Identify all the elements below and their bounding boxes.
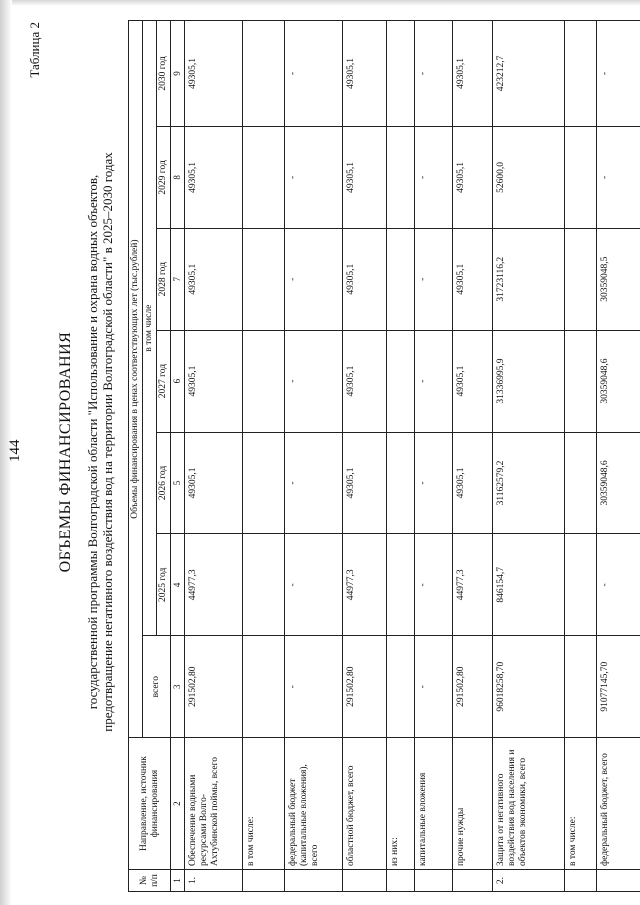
- row-2026: [565, 432, 597, 534]
- page-number: 144: [7, 439, 23, 462]
- row-2029: -: [597, 126, 640, 228]
- row-2026: 31162579,2: [493, 432, 565, 534]
- table-row: [597, 21, 640, 892]
- table-row: [415, 21, 453, 892]
- row-2025: 44977,3: [185, 534, 243, 636]
- row-2030: -: [415, 21, 453, 127]
- row-name: из них:: [387, 738, 415, 870]
- scan-top-edge: [0, 0, 640, 6]
- row-2027: 31336995,9: [493, 330, 565, 432]
- row-2027: 30359048,6: [597, 330, 640, 432]
- table-body: [185, 21, 640, 892]
- row-2028: 49305,1: [453, 228, 493, 330]
- row-name: капитальные вложения: [415, 738, 453, 870]
- row-2029: [565, 126, 597, 228]
- column-number: 2: [171, 738, 185, 870]
- row-2025: -: [285, 534, 343, 636]
- row-2025: 44977,3: [343, 534, 387, 636]
- row-2028: -: [285, 228, 343, 330]
- header-year: 2030 год: [157, 21, 171, 127]
- row-2025: -: [597, 534, 640, 636]
- row-2027: -: [415, 330, 453, 432]
- row-name: федеральный бюджет (капитальные вложения), всего: [285, 738, 343, 870]
- row-2026: -: [415, 432, 453, 534]
- row-2030: 49305,1: [343, 21, 387, 127]
- row-2030: [387, 21, 415, 127]
- row-2027: 49305,1: [343, 330, 387, 432]
- row-2028: [565, 228, 597, 330]
- row-num: [565, 870, 597, 892]
- row-2026: 49305,1: [185, 432, 243, 534]
- row-2025: 44977,3: [453, 534, 493, 636]
- subtitle-line-2: предотвращение негативного воздействия вод на территории Волгоградской области" в 2025–2030 годах: [100, 152, 115, 732]
- row-name: федеральный бюджет, всего: [597, 738, 640, 870]
- row-2026: 49305,1: [343, 432, 387, 534]
- row-num: [387, 870, 415, 892]
- row-num: 2.: [493, 870, 565, 892]
- header-year: 2028 год: [157, 228, 171, 330]
- row-name: прочие нужды: [453, 738, 493, 870]
- row-name: Защита от негативного воздействия вод населения и объектов экономики, всего: [493, 738, 565, 870]
- row-2025: 846154,7: [493, 534, 565, 636]
- table-row: [343, 21, 387, 892]
- row-num: [285, 870, 343, 892]
- table-row: [243, 21, 285, 892]
- row-2028: -: [415, 228, 453, 330]
- table-row: [565, 21, 597, 892]
- row-2030: 49305,1: [185, 21, 243, 127]
- column-number: 6: [171, 330, 185, 432]
- row-2026: -: [285, 432, 343, 534]
- row-2029: -: [415, 126, 453, 228]
- column-number: 7: [171, 228, 185, 330]
- row-2028: 49305,1: [185, 228, 243, 330]
- column-number: 3: [171, 636, 185, 738]
- table-row: [493, 21, 565, 892]
- table-row: [387, 21, 415, 892]
- header-funding: Объемы финансирования в ценах соответствующих лет (тыс.рублей): [129, 21, 143, 738]
- row-2027: 49305,1: [185, 330, 243, 432]
- row-name: областной бюджет, всего: [343, 738, 387, 870]
- row-name: в том числе:: [243, 738, 285, 870]
- row-total: 291502,80: [453, 636, 493, 738]
- header-incl: в том числе: [143, 21, 157, 636]
- row-2030: 423212,7: [493, 21, 565, 127]
- row-2025: [565, 534, 597, 636]
- table-label: Таблица 2: [27, 22, 42, 78]
- row-2025: -: [415, 534, 453, 636]
- row-total: [243, 636, 285, 738]
- header-year: 2029 год: [157, 126, 171, 228]
- row-num: [343, 870, 387, 892]
- column-number: 9: [171, 21, 185, 127]
- row-total: 291502,80: [185, 636, 243, 738]
- row-2029: 52600,0: [493, 126, 565, 228]
- row-name: в том числе:: [565, 738, 597, 870]
- table-row: [453, 21, 493, 892]
- row-2028: 30359048,5: [597, 228, 640, 330]
- row-2026: 49305,1: [453, 432, 493, 534]
- row-total: 91077145,70: [597, 636, 640, 738]
- row-2030: -: [285, 21, 343, 127]
- row-2027: -: [285, 330, 343, 432]
- document-page: [5, 12, 635, 892]
- column-number: 1: [171, 870, 185, 892]
- row-2029: 49305,1: [185, 126, 243, 228]
- funding-table: [128, 20, 640, 892]
- row-2029: 49305,1: [453, 126, 493, 228]
- row-2030: [565, 21, 597, 127]
- table-row: [285, 21, 343, 892]
- document-subtitle: [85, 52, 115, 832]
- column-number: 4: [171, 534, 185, 636]
- row-num: [597, 870, 640, 892]
- subtitle-line-1: государственной программы Волгоградской области "Использование и охрана водных объектов,: [85, 174, 100, 710]
- row-name: Обеспечение водными ресурсами Волго-Ахтубинской поймы, всего: [185, 738, 243, 870]
- header-year: 2025 год: [157, 534, 171, 636]
- header-direction: Направление, источник финансирования: [129, 738, 171, 870]
- row-num: [453, 870, 493, 892]
- row-total: [565, 636, 597, 738]
- row-2026: 30359048,6: [597, 432, 640, 534]
- row-2028: [243, 228, 285, 330]
- row-2029: [243, 126, 285, 228]
- row-2027: [387, 330, 415, 432]
- row-2030: [243, 21, 285, 127]
- row-2028: 31723116,2: [493, 228, 565, 330]
- row-num: 1.: [185, 870, 243, 892]
- document-title: ОБЪЕМЫ ФИНАНСИРОВАНИЯ: [57, 331, 74, 573]
- column-number: 5: [171, 432, 185, 534]
- column-number: 8: [171, 126, 185, 228]
- row-2027: [243, 330, 285, 432]
- row-2028: 49305,1: [343, 228, 387, 330]
- table-row: [185, 21, 243, 892]
- row-total: -: [415, 636, 453, 738]
- row-2027: 49305,1: [453, 330, 493, 432]
- row-2025: [387, 534, 415, 636]
- row-2027: [565, 330, 597, 432]
- row-2026: [387, 432, 415, 534]
- header-num: № п/п: [129, 870, 171, 892]
- header-year: 2027 год: [157, 330, 171, 432]
- row-2029: -: [285, 126, 343, 228]
- row-2028: [387, 228, 415, 330]
- row-total: 291502,80: [343, 636, 387, 738]
- row-2030: -: [597, 21, 640, 127]
- header-total: всего: [143, 636, 171, 738]
- row-num: [243, 870, 285, 892]
- row-2030: 49305,1: [453, 21, 493, 127]
- row-2026: [243, 432, 285, 534]
- row-2029: [387, 126, 415, 228]
- row-total: 96018258,70: [493, 636, 565, 738]
- row-num: [415, 870, 453, 892]
- row-total: [387, 636, 415, 738]
- row-2029: 49305,1: [343, 126, 387, 228]
- header-year: 2026 год: [157, 432, 171, 534]
- row-2025: [243, 534, 285, 636]
- row-total: -: [285, 636, 343, 738]
